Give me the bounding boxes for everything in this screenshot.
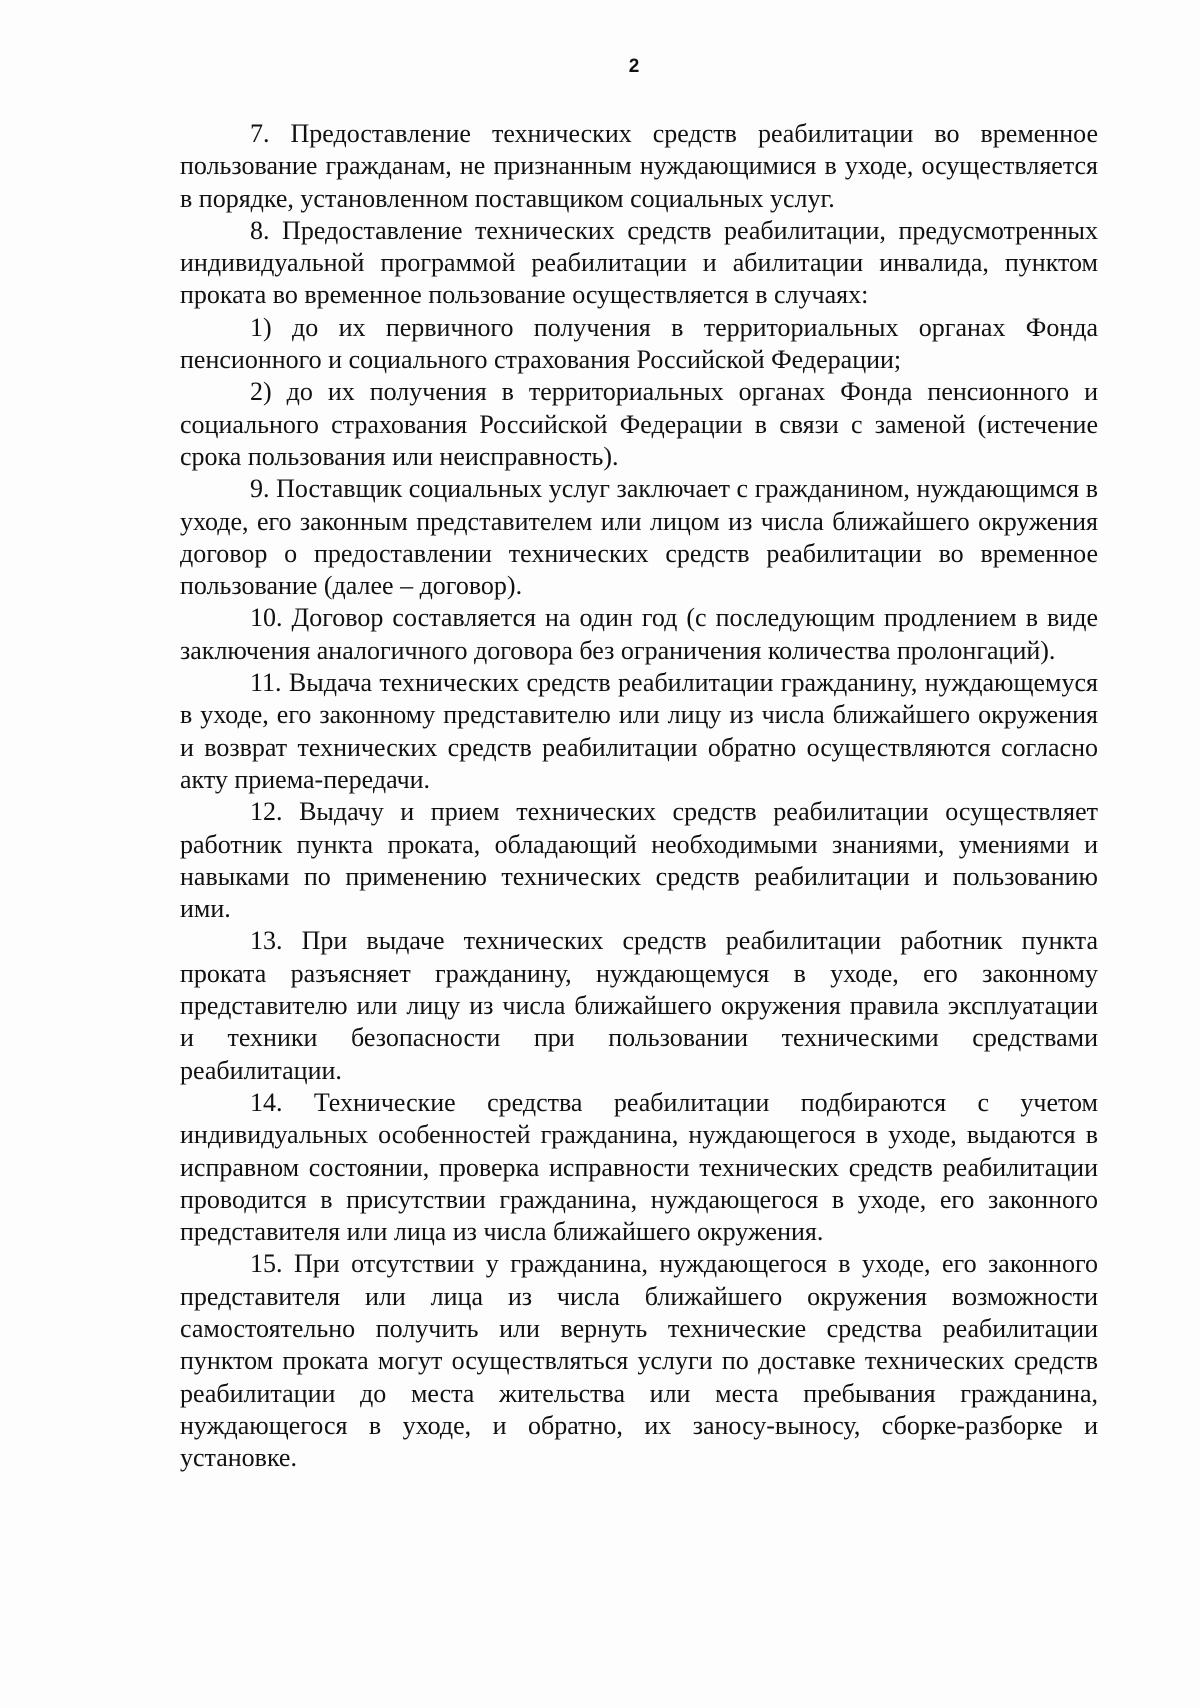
paragraph-subitem-2: 2) до их получения в территориальных органах Фонда пенсионного и социального страхования Российской Федерации в связи с заменой (истечение срока пользования или неисправность). — [180, 377, 1098, 471]
paragraph-subitem-1: 1) до их первичного получения в территориальных органах Фонда пенсионного и социального страхования Российской Федерации; — [180, 312, 1098, 375]
paragraph-item-8: 8. Предоставление технических средств реабилитации, предусмотренных индивидуальной программой реабилитации и абилитации инвалида, пунктом проката во временное пользование осуществляется в случаях: — [180, 215, 1098, 310]
document-body — [180, 118, 1098, 1474]
paragraph-item-13: 13. При выдаче технических средств реабилитации работник пункта проката разъясняет гражданину, нуждающемуся в уходе, его законному представителю или лицу из числа ближайшего окружения правила эксплуатации и техники безопасности при пользовании техническими средствами реабилитации. — [180, 926, 1098, 1085]
paragraph-item-14: 14. Технические средства реабилитации подбираются с учетом индивидуальных особенностей гражданина, нуждающегося в уходе, выдаются в исправном состоянии, проверка исправности технических средств реабилитации проводится в присутствии гражданина, нуждающегося в уходе, его законного представителя или лица из числа ближайшего окружения. — [180, 1087, 1098, 1247]
paragraph-item-10: 10. Договор составляется на один год (с последующим продлением в виде заключения аналогичного договора без ограничения количества пролонгаций). — [180, 603, 1098, 665]
paragraph-item-12: 12. Выдачу и прием технических средств реабилитации осуществляет работник пункта проката, обладающий необходимыми знаниями, умениями и навыками по применению технических средств реабилитации и пользованию ими. — [180, 797, 1098, 924]
paragraph-item-9: 9. Поставщик социальных услуг заключает с гражданином, нуждающимся в уходе, его законным представителем или лицом из числа ближайшего окружения договор о предоставлении технических средств реабилитации во временное пользование (далее – договор). — [180, 474, 1098, 601]
paragraph-item-7: 7. Предоставление технических средств реабилитации во временное пользование гражданам, не признанным нуждающимися в уходе, осуществляется в порядке, установленном поставщиком социальных услуг. — [180, 119, 1098, 213]
page-number: 2 — [628, 56, 640, 77]
paragraph-item-15: 15. При отсутствии у гражданина, нуждающегося в уходе, его законного представителя или лица из числа ближайшего окружения возможности самостоятельно получить или вернуть технические средства реабилитации пунктом проката могут осуществляться услуги по доставке технических средств реабилитации до места жительства или места пребывания гражданина, нуждающегося в уходе, и обратно, их заносу-выносу, сборке-разборке и установке. — [180, 1249, 1098, 1473]
paragraph-item-11: 11. Выдача технических средств реабилитации гражданину, нуждающемуся в уходе, его законному представителю или лицу из числа ближайшего окружения и возврат технических средств реабилитации обратно осуществляются согласно акту приема-передачи. — [180, 668, 1098, 794]
